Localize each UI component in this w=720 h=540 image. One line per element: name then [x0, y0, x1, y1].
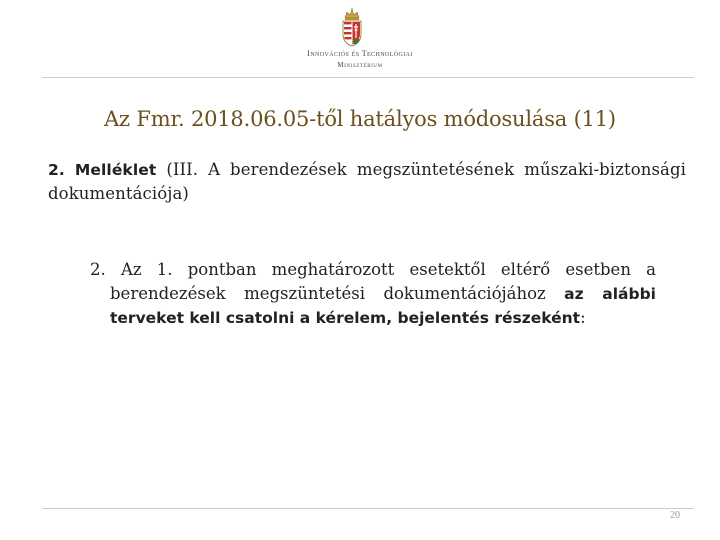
- item-text: Az 1. pontban meghatározott esetektől eltérő esetben a berendezések megszüntetési dokumentációjához: [105, 260, 656, 303]
- annex-number: 2.: [48, 161, 65, 179]
- page-number: 20: [670, 510, 680, 521]
- item-end: :: [580, 308, 586, 327]
- ministry-name-line2: Minisztérium: [337, 61, 383, 69]
- header-divider: [42, 77, 694, 78]
- ministry-name-line1: Innovációs és Technológiai: [307, 49, 413, 58]
- slide-header: [0, 0, 720, 78]
- footer-divider: [42, 508, 694, 509]
- annex-heading-paragraph: [48, 158, 686, 206]
- numbered-item-paragraph: [90, 258, 656, 330]
- numbered-item: [90, 258, 656, 330]
- annex-description: (III. A berendezések megszüntetésének műszaki-biztonsági dokumentációja): [48, 160, 686, 203]
- item-number: 2.: [90, 260, 106, 279]
- slide-title: Az Fmr. 2018.06.05-től hatályos módosulása (11): [104, 107, 616, 131]
- item-emphasis: az alábbi terveket kell csatolni a kérelem, bejelentés részeként: [110, 285, 656, 327]
- annex-label: Melléklet: [74, 161, 157, 179]
- hungarian-coat-of-arms-icon: [336, 8, 368, 48]
